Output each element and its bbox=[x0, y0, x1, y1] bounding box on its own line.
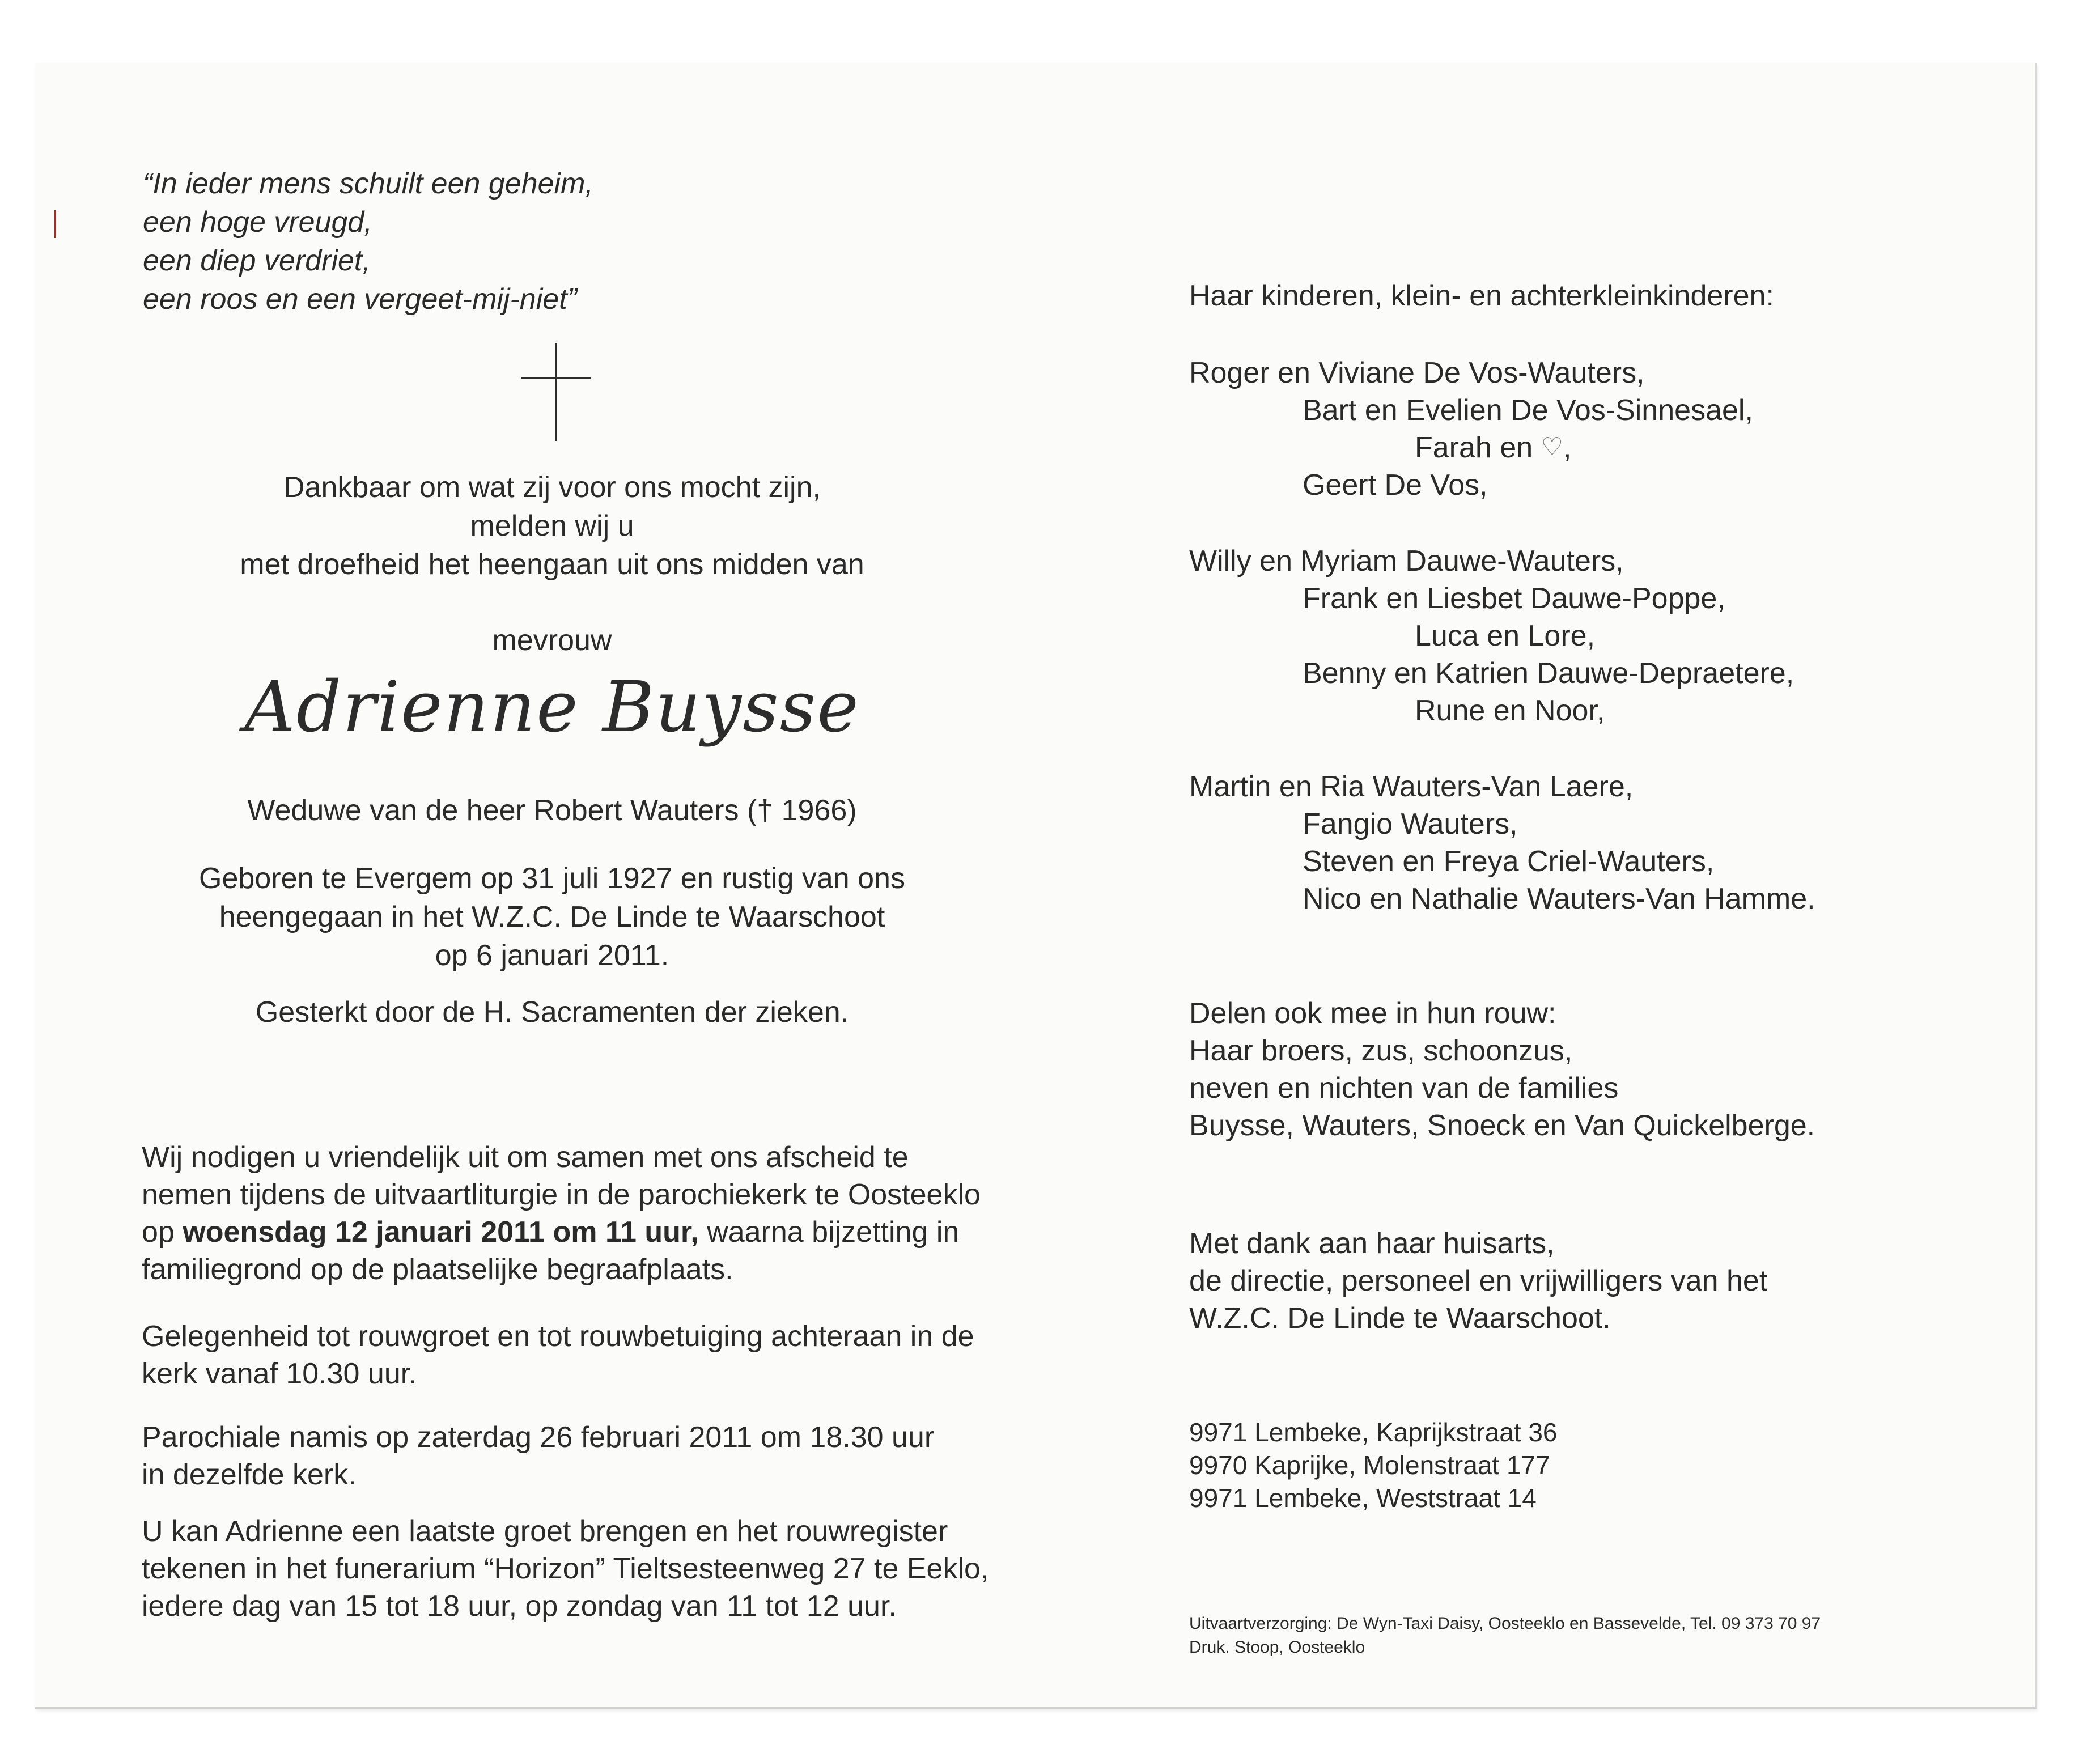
family-member: Benny en Katrien Dauwe-Depraetere, bbox=[1303, 657, 1794, 690]
widow-line: Weduwe van de heer Robert Wauters († 1966) bbox=[247, 794, 857, 827]
family-heading: Haar kinderen, klein- en achterkleinkinderen: bbox=[1189, 279, 1774, 312]
visit-line-1: U kan Adrienne een laatste groet brengen en het rouwregister bbox=[142, 1515, 948, 1548]
poem-line-2: een hoge vreugd, bbox=[143, 206, 372, 239]
invitation-line-1: Wij nodigen u vriendelijk uit om samen met ons afscheid te bbox=[142, 1141, 909, 1174]
funeral-director-line: Uitvaartverzorging: De Wyn-Taxi Daisy, Oosteeklo en Bassevelde, Tel. 09 373 70 97 bbox=[1189, 1614, 1821, 1633]
family-member: Steven en Freya Criel-Wauters, bbox=[1303, 845, 1715, 878]
poem-line-4: een roos en een vergeet-mij-niet” bbox=[143, 283, 577, 316]
family-member: Luca en Lore, bbox=[1415, 619, 1596, 652]
printer-line: Druk. Stoop, Oosteeklo bbox=[1189, 1638, 1365, 1657]
family-member: Frank en Liesbet Dauwe-Poppe, bbox=[1303, 582, 1725, 615]
family-member: Nico en Nathalie Wauters-Van Hamme. bbox=[1303, 882, 1815, 915]
family-member: Willy en Myriam Dauwe-Wauters, bbox=[1189, 545, 1624, 578]
condolence-line-1: Gelegenheid tot rouwgroet en tot rouwbetuiging achteraan in de bbox=[142, 1320, 974, 1353]
family-member: Geert De Vos, bbox=[1303, 469, 1488, 502]
visit-line-3: iedere dag van 15 tot 18 uur, op zondag van 11 tot 12 uur. bbox=[142, 1590, 897, 1623]
family-member: Fangio Wauters, bbox=[1303, 808, 1518, 841]
heart-icon: ♡ bbox=[1541, 433, 1564, 461]
poem-line-3: een diep verdriet, bbox=[143, 244, 371, 277]
mass-line-2: in dezelfde kerk. bbox=[142, 1458, 357, 1491]
announce-line-1: Dankbaar om wat zij voor ons mocht zijn, bbox=[283, 471, 821, 504]
announce-line-2: melden wij u bbox=[470, 510, 634, 542]
family-member: Martin en Ria Wauters-Van Laere, bbox=[1189, 770, 1634, 803]
address-line: 9971 Lembeke, Kaprijkstraat 36 bbox=[1189, 1417, 1558, 1447]
born-line-3: op 6 januari 2011. bbox=[435, 939, 669, 972]
sacraments-line: Gesterkt door de H. Sacramenten der zieken. bbox=[255, 996, 849, 1029]
announce-line-3: met droefheid het heengaan uit ons midden van bbox=[240, 548, 864, 581]
poem-line-1: “In ieder mens schuilt een geheim, bbox=[143, 167, 593, 200]
born-line-1: Geboren te Evergem op 31 juli 1927 en rustig van ons bbox=[199, 862, 905, 895]
ceremony-date: woensdag 12 januari 2011 om 11 uur, bbox=[183, 1216, 699, 1249]
family-member: Farah en ♡, bbox=[1415, 431, 1572, 464]
deceased-name: Adrienne Buysse bbox=[244, 667, 860, 748]
mourning-line-3: neven en nichten van de families bbox=[1189, 1072, 1619, 1105]
thanks-line-3: W.Z.C. De Linde te Waarschoot. bbox=[1189, 1302, 1611, 1335]
visit-line-2: tekenen in het funerarium “Horizon” Tieltsesteenweg 27 te Eeklo, bbox=[142, 1552, 989, 1585]
born-line-2: heengegaan in het W.Z.C. De Linde te Waarschoot bbox=[219, 901, 885, 933]
invitation-line-4: familiegrond op de plaatselijke begraafplaats. bbox=[142, 1253, 733, 1286]
family-member: Bart en Evelien De Vos-Sinnesael, bbox=[1303, 394, 1753, 427]
family-member: Roger en Viviane De Vos-Wauters, bbox=[1189, 356, 1645, 389]
invitation-line-3: op woensdag 12 januari 2011 om 11 uur, waarna bijzetting in bbox=[142, 1216, 960, 1249]
address-line: 9971 Lembeke, Weststraat 14 bbox=[1189, 1483, 1537, 1513]
mourning-line-1: Delen ook mee in hun rouw: bbox=[1189, 997, 1556, 1030]
title-mevrouw: mevrouw bbox=[492, 624, 612, 657]
thanks-line-1: Met dank aan haar huisarts, bbox=[1189, 1227, 1555, 1260]
condolence-line-2: kerk vanaf 10.30 uur. bbox=[142, 1357, 417, 1390]
mourning-line-2: Haar broers, zus, schoonzus, bbox=[1189, 1034, 1573, 1067]
invitation-line-2: nemen tijdens de uitvaartliturgie in de parochiekerk te Oosteeklo bbox=[142, 1178, 981, 1211]
address-line: 9970 Kaprijke, Molenstraat 177 bbox=[1189, 1450, 1550, 1480]
memorial-card bbox=[35, 63, 2037, 1709]
family-member: Rune en Noor, bbox=[1415, 694, 1605, 727]
mourning-line-4: Buysse, Wauters, Snoeck en Van Quickelberge. bbox=[1189, 1109, 1815, 1142]
card-edge-mark bbox=[54, 210, 56, 238]
thanks-line-2: de directie, personeel en vrijwilligers van het bbox=[1189, 1264, 1768, 1297]
mass-line-1: Parochiale namis op zaterdag 26 februari 2011 om 18.30 uur bbox=[142, 1421, 935, 1454]
